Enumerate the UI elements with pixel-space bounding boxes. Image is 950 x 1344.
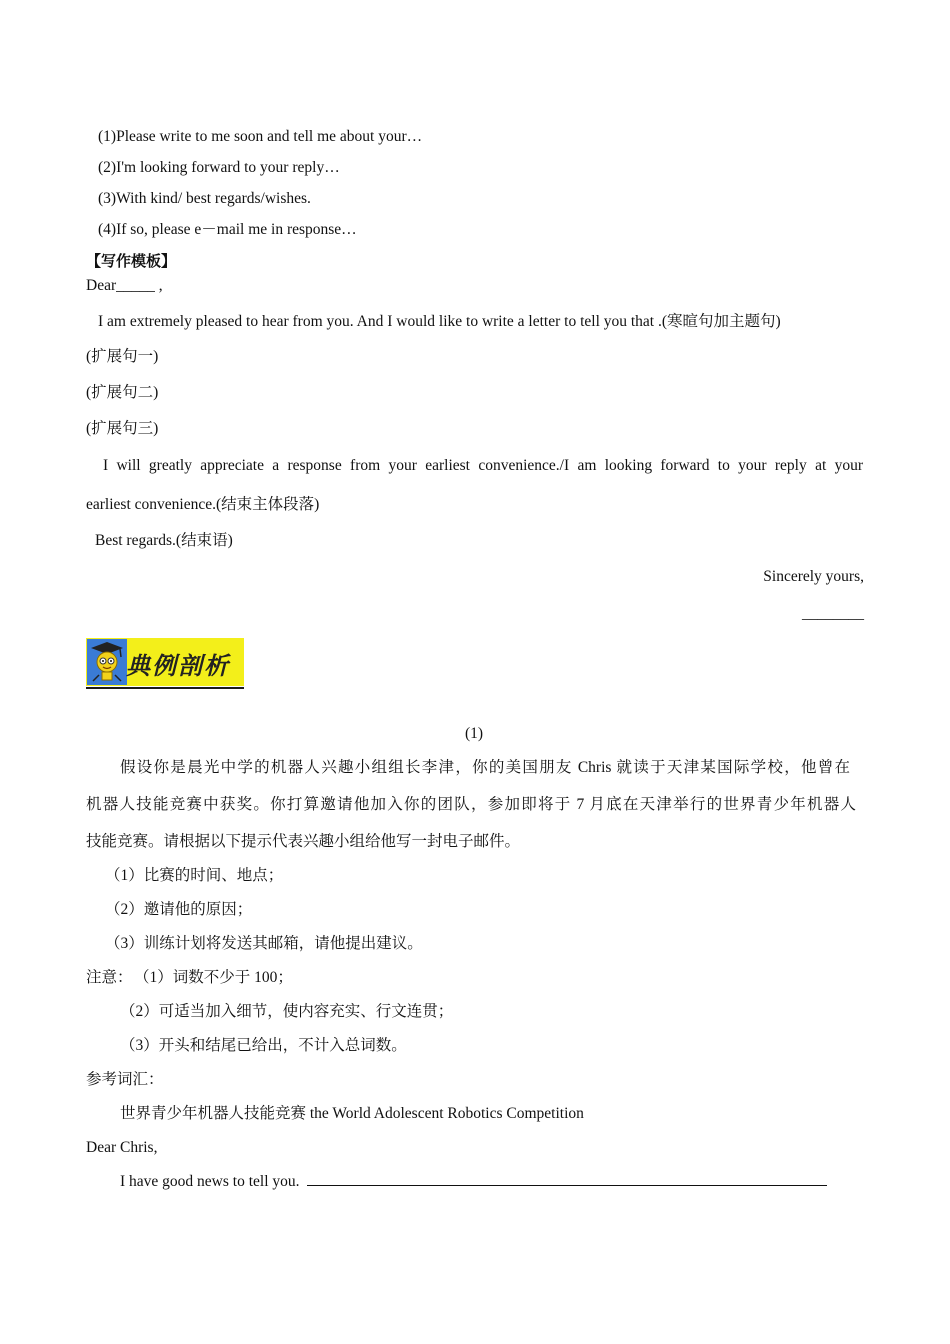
note-2: （2）可适当加入细节，使内容充实、行文连贯； bbox=[120, 1003, 454, 1020]
example-point-1: （1）比赛的时间、地点； bbox=[105, 867, 284, 884]
letter-start-line bbox=[120, 1172, 827, 1192]
example-prompt-line-1: 假设你是晨光中学的机器人兴趣小组组长李津，你的美国朋友 Chris 就读于天津某国际学校，他曾在 bbox=[120, 759, 850, 776]
template-heading: 【写作模板】 bbox=[86, 252, 177, 270]
template-expand-3: (扩展句三) bbox=[86, 420, 159, 437]
template-signoff: Sincerely yours, bbox=[763, 568, 864, 585]
note-1: （1）词数不少于 100； bbox=[134, 969, 293, 986]
phrase-2: (2)I'm looking forward to your reply… bbox=[98, 159, 340, 176]
graduate-mascot-icon bbox=[87, 639, 127, 685]
template-closing-line-2: earliest convenience.(结束主体段落) bbox=[86, 496, 320, 513]
example-point-2: （2）邀请他的原因； bbox=[105, 901, 253, 918]
template-expand-1: (扩展句一) bbox=[86, 348, 159, 365]
example-prompt-line-3: 技能竞赛。请根据以下提示代表兴趣小组给他写一封电子邮件。 bbox=[86, 833, 521, 850]
section-banner bbox=[86, 638, 244, 690]
answer-blank[interactable] bbox=[307, 1185, 827, 1186]
letter-salutation: Dear Chris, bbox=[86, 1139, 158, 1156]
template-opening: I am extremely pleased to hear from you. And I would like to write a letter to tell you that .(寒暄句加主题句) bbox=[98, 313, 781, 330]
template-regards: Best regards.(结束语) bbox=[95, 532, 233, 549]
template-expand-2: (扩展句二) bbox=[86, 384, 159, 401]
template-closing-line-1: I will greatly appreciate a response from your earliest convenience./I am looking forward to your reply at your bbox=[103, 457, 863, 474]
letter-start-text: I have good news to tell you. bbox=[120, 1173, 300, 1190]
note-3: （3）开头和结尾已给出，不计入总词数。 bbox=[120, 1037, 407, 1054]
example-prompt-line-2: 机器人技能竞赛中获奖。你打算邀请他加入你的团队，参加即将于 7 月底在天津举行的世界青少年机器人 bbox=[86, 796, 856, 813]
phrase-1: (1)Please write to me soon and tell me about your… bbox=[98, 128, 423, 145]
notes-label: 注意： bbox=[86, 969, 133, 986]
banner-title: 典例剖析 bbox=[126, 652, 230, 680]
vocab-entry: 世界青少年机器人技能竞赛 the World Adolescent Robotics Competition bbox=[120, 1105, 584, 1122]
example-number: (1) bbox=[465, 725, 484, 742]
phrase-3: (3)With kind/ best regards/wishes. bbox=[98, 190, 311, 207]
example-point-3: （3）训练计划将发送其邮箱，请他提出建议。 bbox=[105, 935, 423, 952]
template-signature-blank: ________ bbox=[802, 605, 864, 622]
vocab-label: 参考词汇： bbox=[86, 1071, 164, 1088]
banner-underline bbox=[86, 687, 244, 689]
template-salutation: Dear_____ , bbox=[86, 277, 163, 294]
phrase-4: (4)If so, please e－mail me in response… bbox=[98, 221, 357, 238]
